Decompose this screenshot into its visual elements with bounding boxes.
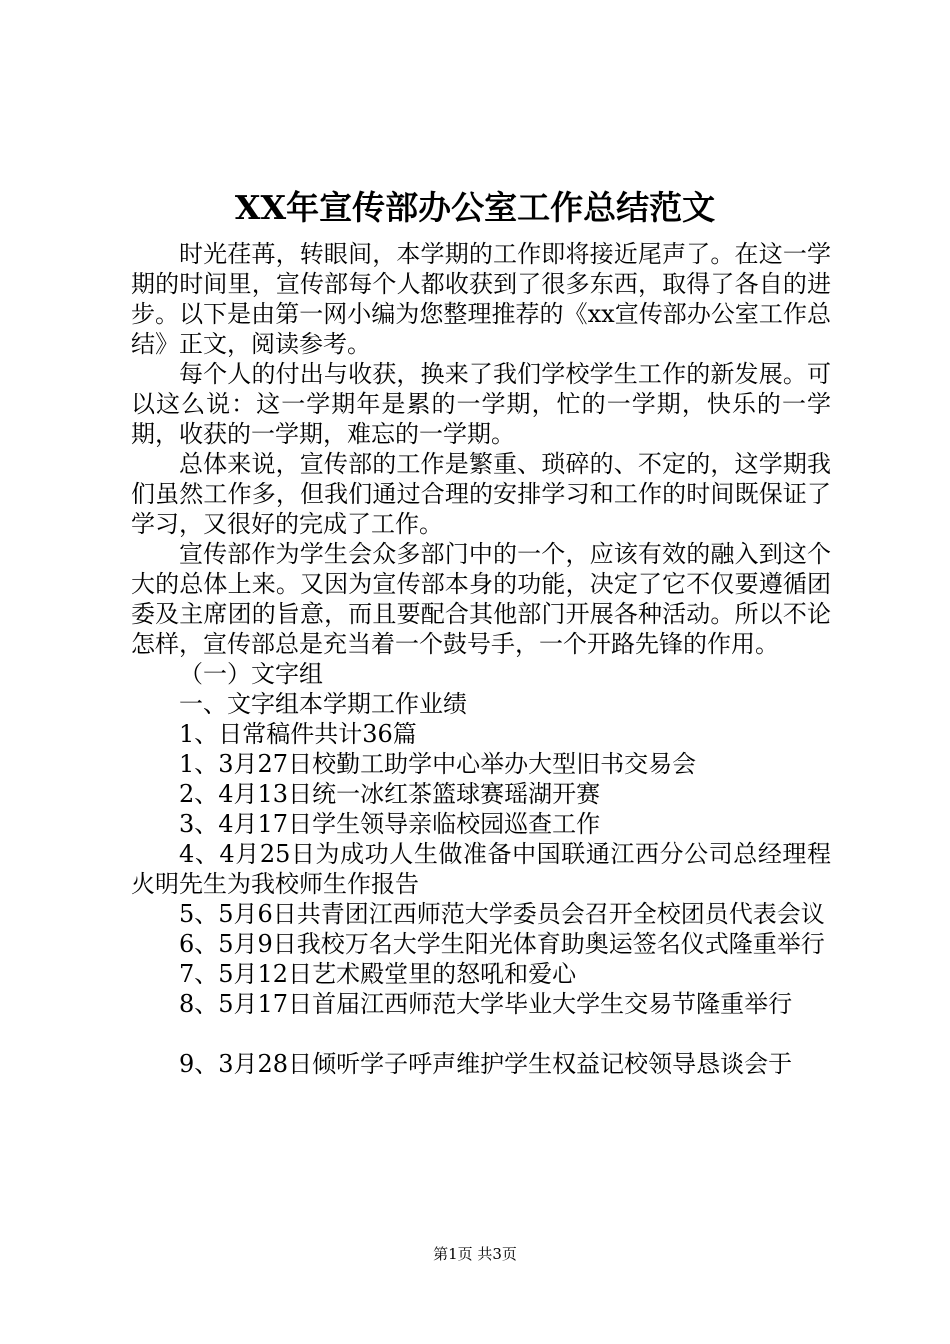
paragraph-gains: 每个人的付出与收获，换来了我们学校学生工作的新发展。可以这么说：这一学期年是累的一学期，忙的一学期，快乐的一学期，收获的一学期，难忘的一学期。 xyxy=(131,360,831,448)
list-item: 8、5月17日首届江西师范大学毕业大学生交易节隆重举行 xyxy=(179,990,793,1018)
list-item: 1、3月27日校勤工助学中心举办大型旧书交易会 xyxy=(179,750,697,778)
list-item: 7、5月12日艺术殿堂里的怒吼和爱心 xyxy=(179,960,577,988)
page-footer: 第1页 共3页 xyxy=(433,1245,517,1263)
list-item: 4、4月25日为成功人生做准备中国联通江西分公司总经理程火明先生为我校师生作报告 xyxy=(131,840,831,898)
document-body xyxy=(131,239,831,1079)
list-item: 3、4月17日学生领导亲临校园巡查工作 xyxy=(179,810,601,838)
list-item: 6、5月9日我校万名大学生阳光体育助奥运签名仪式隆重举行 xyxy=(179,930,825,958)
section-heading: （一）文字组 xyxy=(179,660,323,688)
list-item: 5、5月6日共青团江西师范大学委员会召开全校团员代表会议 xyxy=(179,900,825,928)
list-item: 2、4月13日统一冰红茶篮球赛瑶湖开赛 xyxy=(179,780,601,808)
list-item: 1、日常稿件共计36篇 xyxy=(179,720,417,748)
subsection-heading: 一、文字组本学期工作业绩 xyxy=(179,690,467,718)
document-title: XX年宣传部办公室工作总结范文 xyxy=(234,188,716,227)
list-item: 9、3月28日倾听学子呼声维护学生权益记校领导恳谈会于 xyxy=(179,1050,793,1078)
paragraph-intro: 时光荏苒，转眼间，本学期的工作即将接近尾声了。在这一学期的时间里，宣传部每个人都收获到了很多东西，取得了各自的进步。以下是由第一网小编为您整理推荐的《xx宣传部办公室工作总结》正文，阅读参考。 xyxy=(131,240,831,358)
paragraph-overview: 总体来说，宣传部的工作是繁重、琐碎的、不定的，这学期我们虽然工作多，但我们通过合理的安排学习和工作的时间既保证了学习，又很好的完成了工作。 xyxy=(131,450,831,538)
paragraph-role: 宣传部作为学生会众多部门中的一个，应该有效的融入到这个大的总体上来。又因为宣传部本身的功能，决定了它不仅要遵循团委及主席团的旨意，而且要配合其他部门开展各种活动。所以不论怎样，宣传部总是充当着一个鼓号手，一个开路先锋的作用。 xyxy=(131,540,831,658)
